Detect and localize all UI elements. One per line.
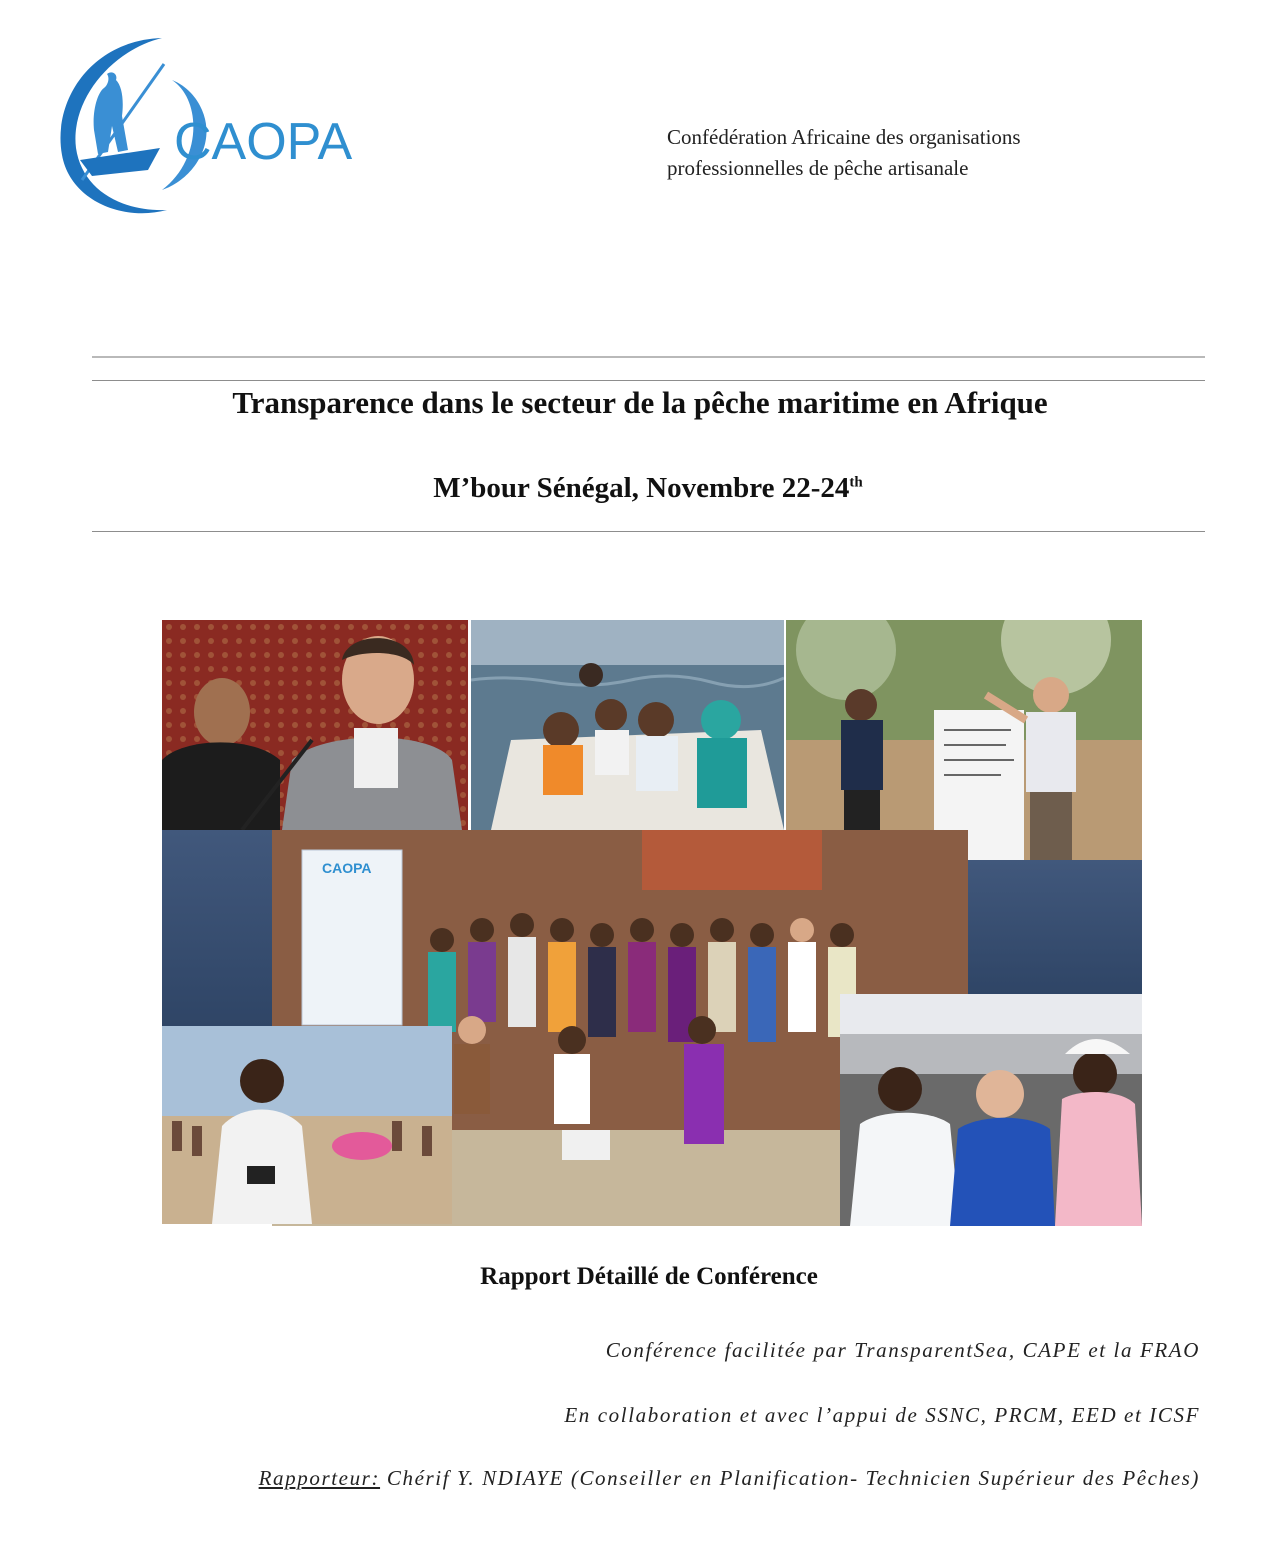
credit-rapporteur [259,1466,1200,1491]
rapporteur-text: Chérif Y. NDIAYE (Conseiller en Planification- Technicien Supérieur des Pêches) [380,1466,1200,1490]
banner-logo-text: CAOPA [322,860,372,876]
decorative-blue-block-left [162,830,272,1026]
caopa-logo [52,30,353,220]
credit-facilitated: Conférence facilitée par TransparentSea, CAPE et la FRAO [605,1338,1200,1362]
organization-name [667,122,1227,184]
photo-speakers [162,620,468,830]
subtitle-sup: th [849,474,863,491]
logo-text: CAOPA [174,113,353,171]
photo-beach-man [162,1026,452,1224]
photo-boat-trip [471,620,784,830]
document-subtitle [0,472,1280,505]
report-title: Rapport Détaillé de Conférence [480,1263,818,1290]
photo-women-group [840,994,1142,1226]
decorative-blue-block-right [968,860,1142,994]
subtitle-text: M’bour Sénégal, Novembre 22-24 [433,472,850,504]
divider-title-top [92,380,1205,381]
credit-collaboration: En collaboration et avec l’appui de SSNC, PRCM, EED et ICSF [564,1403,1200,1427]
divider-title-bottom [92,531,1205,532]
rapporteur-label: Rapporteur: [258,1466,381,1490]
photo-collage [162,620,1142,1225]
banner-logo [322,860,382,890]
document-title: Transparence dans le secteur de la pêche maritime en Afrique [232,385,1048,420]
organization-line-2: professionnelles de pêche artisanale [667,156,969,180]
organization-line-1: Confédération Africaine des organisations [667,125,1021,149]
divider-top [92,356,1205,358]
photo-whiteboard [786,620,1142,860]
